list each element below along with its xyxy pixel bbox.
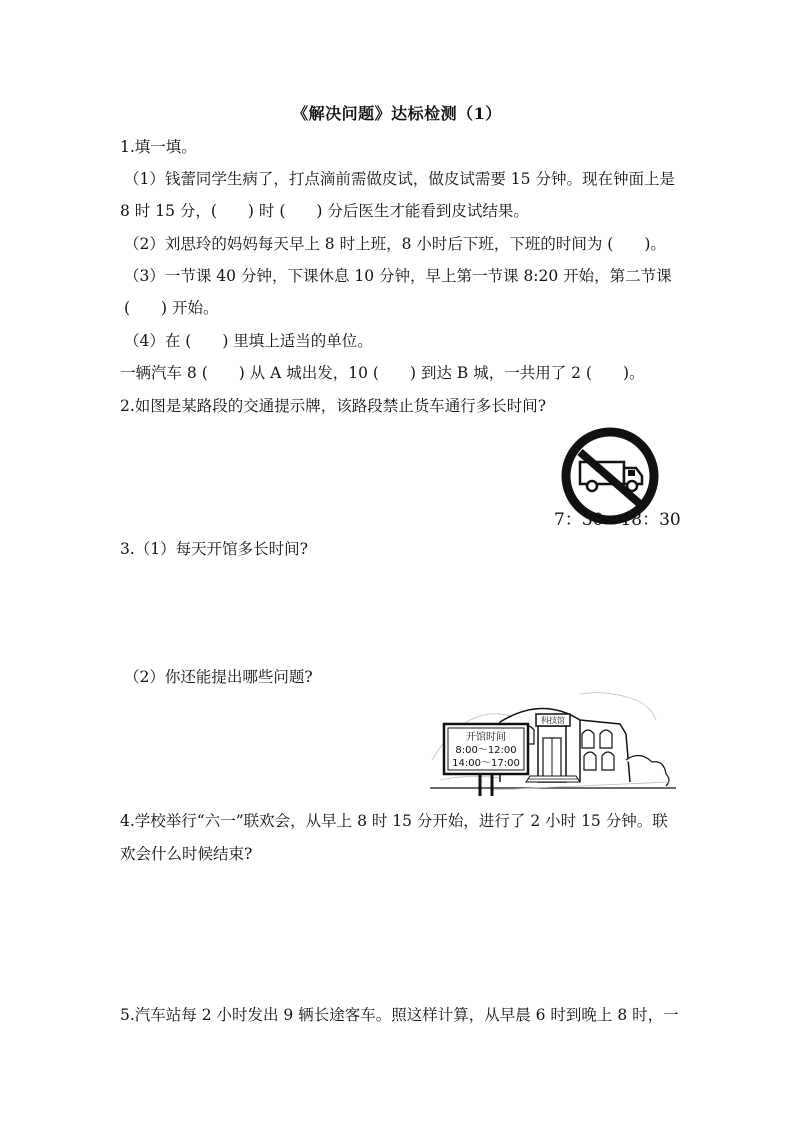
q4-line1: 4.学校举行“六一”联欢会，从早上 8 时 15 分开始，进行了 2 小时 15 分钟。联 [120, 812, 668, 830]
board-time-morning: 8:00～12:00 [455, 745, 517, 756]
q1-part1-line2: 8 时 15 分，( ) 时 ( ) 分后医生才能看到皮试结果。 [120, 202, 529, 220]
q1-part3-line2: ( ) 开始。 [124, 299, 219, 317]
building-label: 科技馆 [541, 716, 565, 725]
science-museum-illustration [430, 690, 676, 798]
page-title: 《解决问题》达标检测（1） [292, 104, 502, 123]
q3-part1: 3.（1）每天开馆多长时间? [120, 540, 308, 558]
q5-line1: 5.汽车站每 2 小时发出 9 辆长途客车。照这样计算，从早晨 6 时到晚上 8 时，一 [120, 1006, 679, 1024]
q4-line2: 欢会什么时候结束? [120, 845, 253, 863]
q1-part4-example: 一辆汽车 8 ( ) 从 A 城出发，10 ( ) 到达 B 城，一共用了 2 ( )。 [120, 364, 645, 382]
q1-part4: （4）在 ( ) 里填上适当的单位。 [124, 332, 373, 350]
q1-part1-line1: （1）钱蕾同学生病了，打点滴前需做皮试，做皮试需要 15 分钟。现在钟面上是 [124, 170, 675, 188]
sign-time-range: 7：30～18：30 [554, 510, 681, 530]
q1-part2: （2）刘思玲的妈妈每天早上 8 时上班，8 小时后下班，下班的时间为 ( )。 [124, 235, 666, 253]
board-title: 开馆时间 [466, 732, 506, 743]
board-time-afternoon: 14:00～17:00 [452, 758, 520, 769]
q1-heading: 1.填一填。 [120, 138, 197, 156]
q1-part3-line1: （3）一节课 40 分钟，下课休息 10 分钟，早上第一节课 8:20 开始，第二节课 [124, 267, 672, 285]
q2-text: 2.如图是某路段的交通提示牌，该路段禁止货车通行多长时间? [120, 397, 547, 415]
q3-part2: （2）你还能提出哪些问题? [124, 668, 313, 686]
